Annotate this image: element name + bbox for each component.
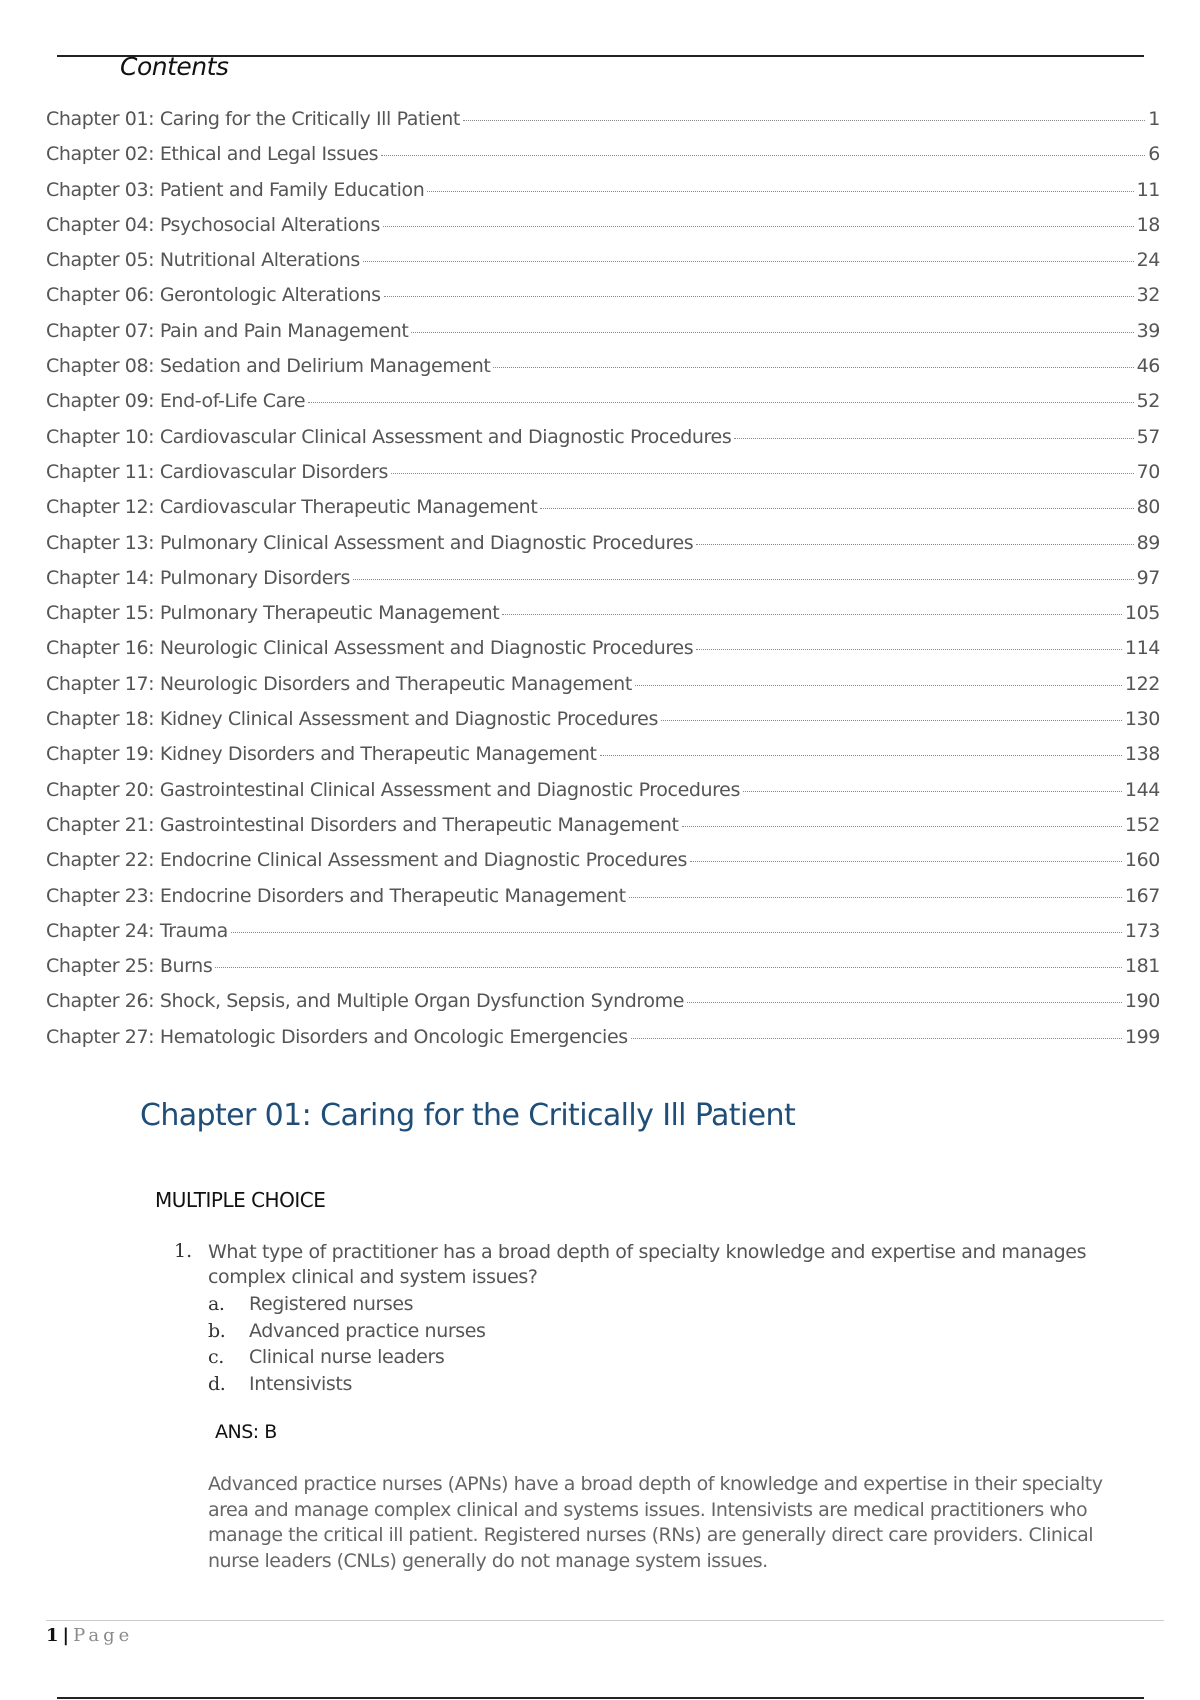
toc-dot-leader [383,226,1134,227]
toc-entry[interactable] [46,885,1160,920]
toc-dot-leader [540,508,1133,509]
toc-entry[interactable] [46,320,1160,355]
toc-entry-page: 114 [1124,637,1160,660]
toc-dot-leader [502,614,1122,615]
answer-options [208,1293,1094,1399]
toc-entry[interactable] [46,990,1160,1025]
toc-entry[interactable] [46,743,1160,778]
toc-entry-title: Chapter 15: Pulmonary Therapeutic Management [46,602,500,625]
toc-dot-leader [427,191,1133,192]
toc-entry-title: Chapter 17: Neurologic Disorders and Therapeutic Management [46,672,632,695]
toc-dot-leader [743,791,1122,792]
toc-entry-page: 11 [1136,178,1160,201]
toc-dot-leader [463,120,1145,121]
toc-dot-leader [308,402,1133,403]
toc-dot-leader [363,261,1134,262]
toc-entry-title: Chapter 11: Cardiovascular Disorders [46,460,388,483]
toc-entry-page: 144 [1124,778,1160,801]
toc-entry[interactable] [46,602,1160,637]
toc-entry-title: Chapter 24: Trauma [46,919,228,942]
toc-entry-page: 122 [1124,672,1160,695]
option-text: Advanced practice nurses [249,1319,486,1342]
toc-entry-title: Chapter 02: Ethical and Legal Issues [46,143,379,166]
toc-dot-leader [493,367,1133,368]
option-d [208,1373,1094,1400]
option-c [208,1346,1094,1373]
toc-entry-page: 18 [1136,213,1160,236]
toc-entry-page: 1 [1148,108,1160,130]
toc-entry-page: 52 [1136,390,1160,413]
toc-entry[interactable] [46,426,1160,461]
toc-entry-page: 32 [1136,284,1160,307]
toc-entry-title: Chapter 26: Shock, Sepsis, and Multiple Organ Dysfunction Syndrome [46,990,685,1013]
option-letter: a. [208,1293,225,1315]
toc-entry-title: Chapter 07: Pain and Pain Management [46,319,409,342]
answer-rationale: Advanced practice nurses (APNs) have a broad depth of knowledge and expertise in their specialty area and manage complex clinical and systems issues. Intensivists are medical practitioners who manage the critical ill patient. Registered nurses (RNs) are generally direct care providers. Clinical nurse leaders (CNLs) generally do not manage system issues. [208,1473,1103,1572]
toc-entry[interactable] [46,673,1160,708]
question-number: 1. [174,1240,193,1262]
footer-page-label: Page [73,1625,134,1646]
toc-dot-leader [635,685,1122,686]
toc-entry-title: Chapter 13: Pulmonary Clinical Assessment and Diagnostic Procedures [46,531,694,554]
toc-entry-page: 97 [1136,566,1160,589]
toc-entry-page: 46 [1136,355,1160,378]
toc-entry-page: 167 [1124,884,1160,907]
toc-dot-leader [661,720,1122,721]
toc-entry-page: 105 [1124,602,1160,625]
toc-entry-title: Chapter 10: Cardiovascular Clinical Assessment and Diagnostic Procedures [46,425,732,448]
toc-entry[interactable] [46,849,1160,884]
toc-entry[interactable] [46,814,1160,849]
toc-entry-page: 199 [1124,1025,1160,1048]
toc-entry[interactable] [46,779,1160,814]
toc-entry[interactable] [46,496,1160,531]
toc-entry[interactable] [46,461,1160,496]
toc-entry[interactable] [46,214,1160,249]
toc-entry-title: Chapter 19: Kidney Disorders and Therapeutic Management [46,743,597,766]
toc-entry-title: Chapter 09: End-of-Life Care [46,390,306,413]
question-text: What type of practitioner has a broad depth of specialty knowledge and expertise and manages complex clinical and system issues? [208,1241,1087,1288]
toc-entry-page: 181 [1124,955,1160,978]
toc-entry[interactable] [46,108,1160,143]
footer-rule [46,1620,1164,1621]
toc-entry[interactable] [46,708,1160,743]
page-footer [46,1625,133,1646]
toc-entry-page: 130 [1124,708,1160,731]
option-b [208,1320,1094,1347]
toc-dot-leader [231,932,1122,933]
toc-entry[interactable] [46,355,1160,390]
toc-dot-leader [391,473,1134,474]
toc-entry-page: 138 [1124,743,1160,766]
toc-dot-leader [381,155,1145,156]
bottom-rule [57,1697,1144,1699]
toc-entry-title: Chapter 08: Sedation and Delirium Management [46,355,491,378]
toc-entry[interactable] [46,179,1160,214]
toc-entry[interactable] [46,284,1160,319]
toc-dot-leader [690,861,1122,862]
toc-entry-page: 6 [1148,143,1160,166]
contents-heading: Contents [120,52,229,81]
toc-dot-leader [353,579,1134,580]
option-letter: b. [208,1319,226,1342]
toc-dot-leader [734,438,1133,439]
toc-entry-title: Chapter 16: Neurologic Clinical Assessment and Diagnostic Procedures [46,637,694,660]
toc-entry-title: Chapter 04: Psychosocial Alterations [46,213,380,236]
toc-entry[interactable] [46,1026,1160,1061]
toc-entry[interactable] [46,143,1160,178]
toc-entry-page: 80 [1136,496,1160,519]
question-block [174,1240,1094,1399]
toc-entry-title: Chapter 12: Cardiovascular Therapeutic Management [46,496,538,519]
answer-key: ANS: B [215,1421,277,1443]
toc-entry-title: Chapter 22: Endocrine Clinical Assessment and Diagnostic Procedures [46,849,687,872]
toc-entry-page: 89 [1136,531,1160,554]
toc-dot-leader [600,755,1122,756]
option-text: Intensivists [249,1372,352,1395]
toc-entry-page: 57 [1136,425,1160,448]
toc-entry-page: 160 [1124,849,1160,872]
toc-entry[interactable] [46,390,1160,425]
option-text: Registered nurses [249,1293,414,1315]
toc-dot-leader [682,826,1122,827]
toc-entry-title: Chapter 27: Hematologic Disorders and Oncologic Emergencies [46,1025,628,1048]
toc-entry-title: Chapter 06: Gerontologic Alterations [46,284,381,307]
toc-entry-title: Chapter 14: Pulmonary Disorders [46,566,350,589]
toc-entry-title: Chapter 18: Kidney Clinical Assessment and Diagnostic Procedures [46,708,658,731]
toc-entry-title: Chapter 21: Gastrointestinal Disorders and Therapeutic Management [46,813,679,836]
toc-entry-page: 152 [1124,813,1160,836]
toc-entry-page: 190 [1124,990,1160,1013]
option-a [208,1293,1094,1320]
toc-dot-leader [631,1038,1122,1039]
toc-entry-page: 39 [1136,319,1160,342]
chapter-title: Chapter 01: Caring for the Critically Ill Patient [140,1098,796,1133]
option-letter: d. [208,1372,226,1395]
toc-entry[interactable] [46,637,1160,672]
toc-entry[interactable] [46,249,1160,284]
toc-entry[interactable] [46,532,1160,567]
toc-entry-page: 24 [1136,249,1160,272]
toc-dot-leader [215,967,1122,968]
toc-entry-title: Chapter 23: Endocrine Disorders and Therapeutic Management [46,884,626,907]
toc-entry-page: 173 [1124,919,1160,942]
toc-dot-leader [411,332,1133,333]
toc-entry-title: Chapter 20: Gastrointestinal Clinical Assessment and Diagnostic Procedures [46,778,740,801]
toc-dot-leader [629,897,1122,898]
toc-entry-title: Chapter 05: Nutritional Alterations [46,249,360,272]
toc-entry-title: Chapter 03: Patient and Family Education [46,178,425,201]
section-heading: MULTIPLE CHOICE [155,1188,326,1212]
footer-page-number: 1 [46,1625,59,1646]
option-letter: c. [208,1346,224,1368]
toc-dot-leader [696,649,1122,650]
toc-entry[interactable] [46,567,1160,602]
toc-dot-leader [384,296,1134,297]
toc-dot-leader [696,544,1133,545]
option-text: Clinical nurse leaders [249,1346,445,1368]
toc-entry-title: Chapter 01: Caring for the Critically Ill Patient [46,108,460,130]
toc-entry[interactable] [46,955,1160,990]
toc-dot-leader [687,1002,1122,1003]
toc-entry[interactable] [46,920,1160,955]
toc-entry-title: Chapter 25: Burns [46,955,213,978]
table-of-contents [46,108,1160,1061]
footer-separator: | [62,1625,70,1646]
toc-entry-page: 70 [1136,460,1160,483]
